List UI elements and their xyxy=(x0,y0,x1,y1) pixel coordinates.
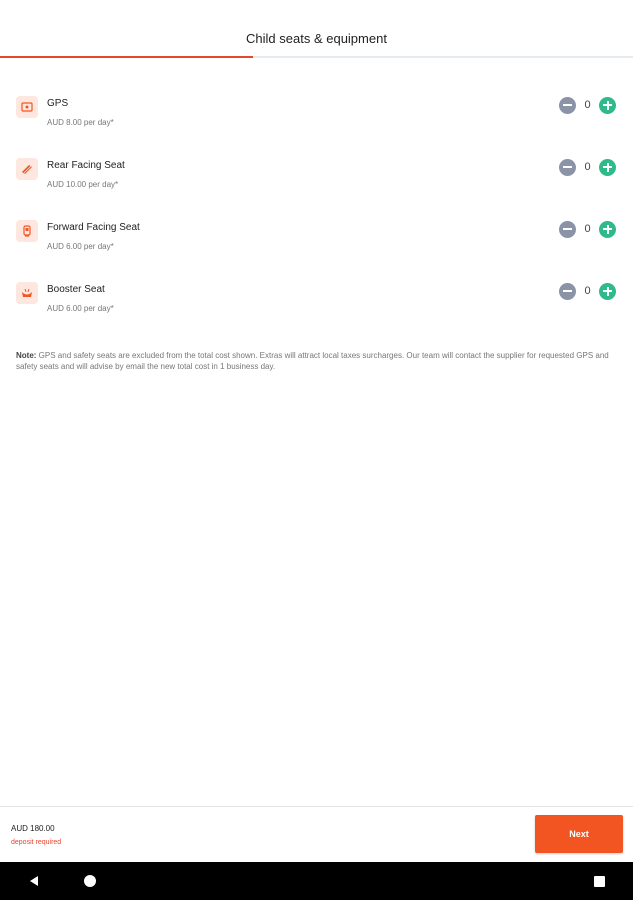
system-nav-bar xyxy=(0,862,633,900)
total-price: AUD 180.00 xyxy=(11,824,55,833)
page-title: Child seats & equipment xyxy=(246,31,387,46)
extra-item-rear-facing-seat xyxy=(0,154,633,216)
note-text: GPS and safety seats are excluded from the total cost shown. Extras will attract local taxes surcharges. Our team will contact the supplier for requested GPS and safety seats and will advise by email the new total cost in 1 business day. xyxy=(16,351,609,371)
extra-name: GPS xyxy=(47,98,69,109)
progress-bar xyxy=(0,56,633,58)
quantity-value: 0 xyxy=(584,99,591,111)
booster-seat-icon xyxy=(16,282,38,304)
extra-price: AUD 6.00 per day* xyxy=(47,304,114,313)
extra-item-booster-seat xyxy=(0,278,633,340)
minus-icon xyxy=(563,290,572,292)
progress-bar-fill xyxy=(0,56,253,58)
recent-apps-icon[interactable] xyxy=(594,876,605,887)
minus-icon xyxy=(563,228,572,230)
decrement-button[interactable] xyxy=(559,159,576,176)
page-header xyxy=(0,0,633,58)
increment-button[interactable] xyxy=(599,283,616,300)
quantity-value: 0 xyxy=(584,285,591,297)
quantity-stepper xyxy=(559,96,616,114)
gps-icon xyxy=(16,96,38,118)
extra-name: Rear Facing Seat xyxy=(47,160,125,171)
next-button[interactable]: Next xyxy=(535,815,623,853)
forward-facing-seat-icon xyxy=(16,220,38,242)
increment-button[interactable] xyxy=(599,97,616,114)
minus-icon xyxy=(563,166,572,168)
extras-list xyxy=(0,92,633,340)
quantity-stepper xyxy=(559,282,616,300)
extra-name: Booster Seat xyxy=(47,284,105,295)
quantity-stepper xyxy=(559,158,616,176)
increment-button[interactable] xyxy=(599,221,616,238)
extra-price: AUD 10.00 per day* xyxy=(47,180,119,189)
quantity-stepper xyxy=(559,220,616,238)
extra-price: AUD 8.00 per day* xyxy=(47,118,114,127)
bottom-bar xyxy=(0,806,633,862)
minus-icon xyxy=(563,104,572,106)
rear-facing-seat-icon xyxy=(16,158,38,180)
extra-item-forward-facing-seat xyxy=(0,216,633,278)
quantity-value: 0 xyxy=(584,223,591,235)
deposit-label: deposit required xyxy=(11,839,62,846)
extra-price: AUD 6.00 per day* xyxy=(47,242,114,251)
decrement-button[interactable] xyxy=(559,97,576,114)
note-label: Note: xyxy=(16,351,37,360)
extra-item-gps xyxy=(0,92,633,154)
home-icon[interactable] xyxy=(84,875,96,887)
quantity-value: 0 xyxy=(584,161,591,173)
extra-name: Forward Facing Seat xyxy=(47,222,140,233)
increment-button[interactable] xyxy=(599,159,616,176)
back-icon[interactable] xyxy=(28,875,40,887)
disclaimer-note xyxy=(16,350,616,372)
decrement-button[interactable] xyxy=(559,283,576,300)
decrement-button[interactable] xyxy=(559,221,576,238)
